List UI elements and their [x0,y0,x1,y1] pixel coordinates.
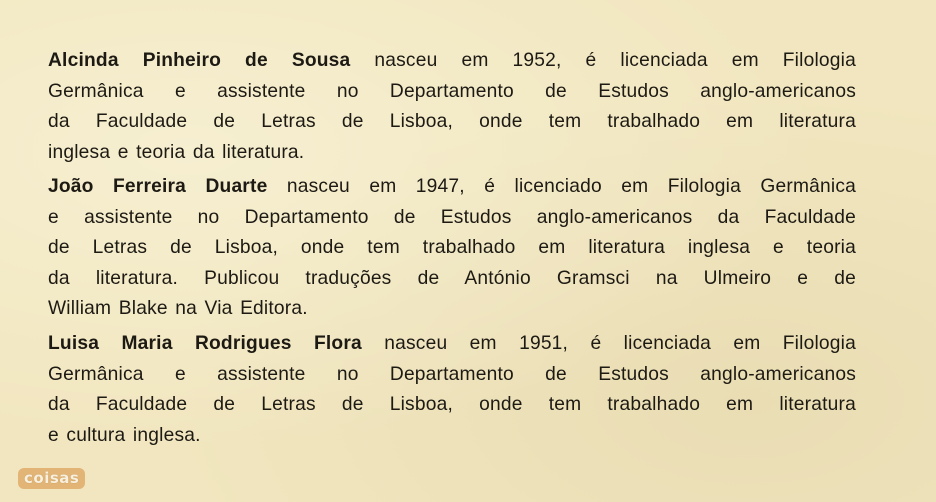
bio-joao-ferreira-duarte [48,172,856,325]
bio-line: inglesa e teoria da literatura. [48,141,305,163]
bio-text: nasceu em 1952, é licenciada em Filologia [350,50,856,71]
bio-alcinda-pinheiro-de-sousa [48,46,856,168]
bio-line: da Faculdade de Letras de Lisboa, onde tem trabalhado em literatura [48,394,856,416]
bio-text: nasceu em 1947, é licenciado em Filologia Germânica [267,176,857,197]
bio-line: Germânica e assistente no Departamento de Estudos anglo-americanos [48,80,856,102]
bio-line [48,329,856,360]
bio-line: e cultura inglesa. [48,424,201,446]
bio-line [48,46,856,77]
bio-line: Germânica e assistente no Departamento de Estudos anglo-americanos [48,363,856,385]
watermark-logo: coisas [18,468,85,489]
bio-line: de Letras de Lisboa, onde tem trabalhado em literatura inglesa e teoria [48,237,856,259]
bio-luisa-maria-rodrigues-flora [48,329,856,451]
author-name: Alcinda Pinheiro de Sousa [48,50,351,71]
bio-line: da Faculdade de Letras de Lisboa, onde tem trabalhado em literatura [48,111,856,133]
bio-text: nasceu em 1951, é licenciada em Filologia [361,333,857,354]
author-name: João Ferreira Duarte [48,176,268,197]
author-name: Luisa Maria Rodrigues Flora [48,333,362,354]
bio-line [48,172,856,203]
bio-line: da literatura. Publicou traduções de António Gramsci na Ulmeiro e de [48,267,856,289]
bio-line: e assistente no Departamento de Estudos anglo-americanos da Faculdade [48,206,856,228]
bio-line: William Blake na Via Editora. [48,298,308,320]
